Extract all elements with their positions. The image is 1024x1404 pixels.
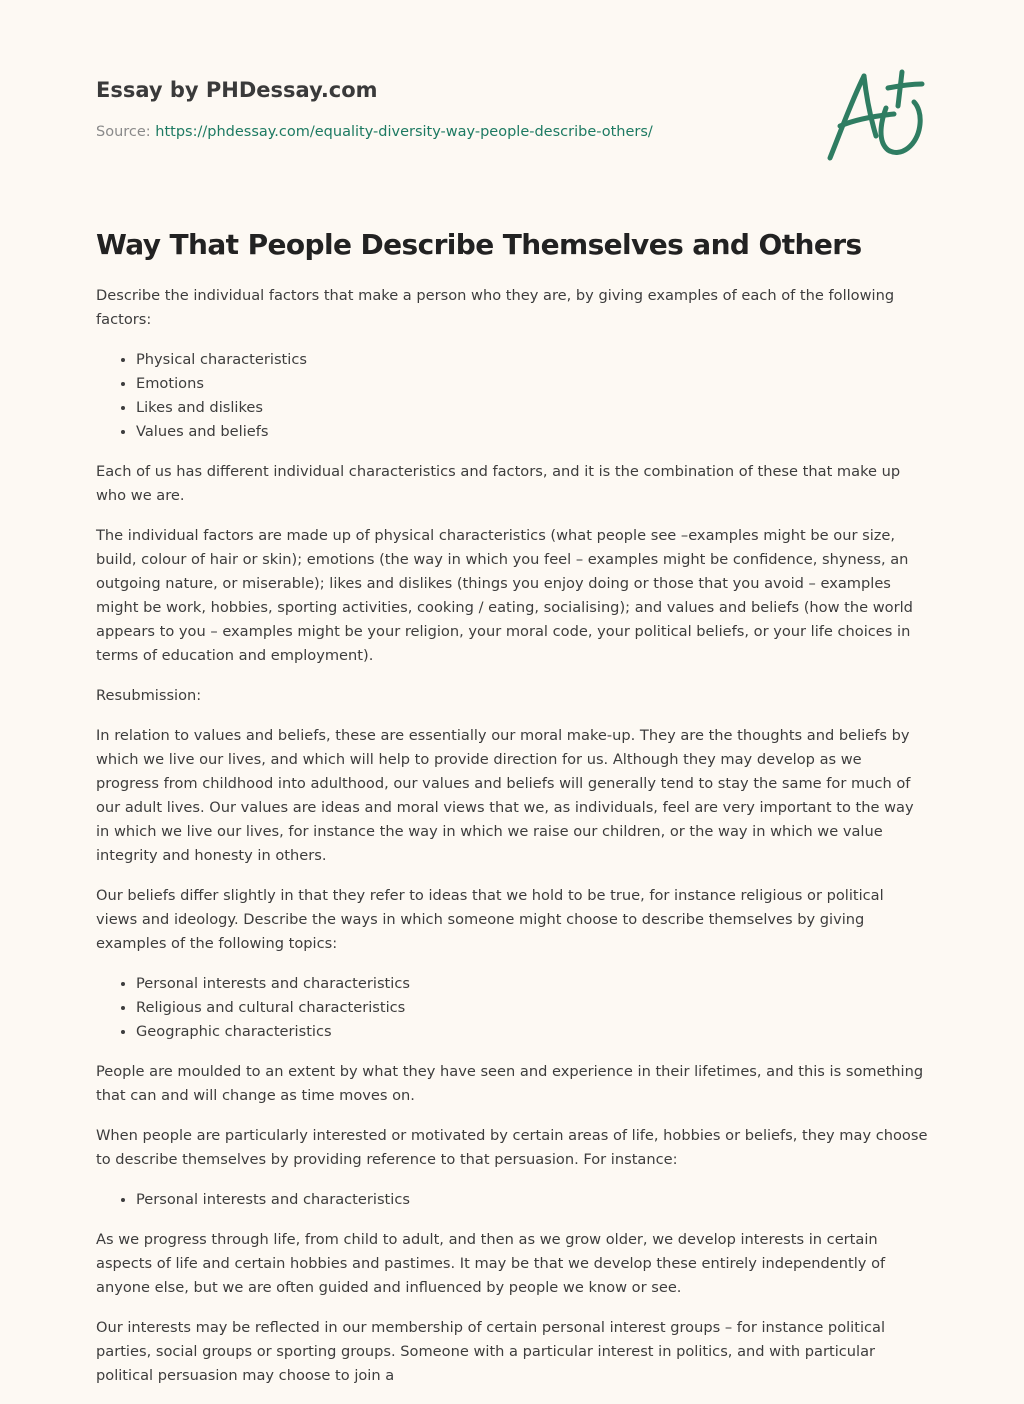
paragraph: As we progress through life, from child to adult, and then as we grow older, we develop interests in certain aspects of life and certain hobbies and pastimes. It may be that we develop these entirely independently of anyone else, but we are often guided and influenced by people we know or see.: [96, 1231, 886, 1296]
list-item: • Values and beliefs: [136, 420, 928, 444]
list-item: • Physical characteristics: [136, 348, 928, 372]
source-line: [96, 122, 796, 142]
list-item: • Religious and cultural characteristics: [136, 996, 928, 1020]
list-item: • Personal interests and characteristics: [136, 1188, 928, 1212]
topic-list: [96, 972, 928, 1044]
paragraph: Each of us has different individual characteristics and factors, and it is the combination of these that make up who we are.: [96, 463, 901, 504]
paragraph: When people are particularly interested or motivated by certain areas of life, hobbies or beliefs, they may choose to describe themselves by providing reference to that persuasion. For instance:: [96, 1127, 928, 1168]
paragraph: Describe the individual factors that make a person who they are, by giving examples of each of the following factors:: [96, 287, 895, 328]
brand-title: Essay by PHDessay.com: [96, 78, 378, 102]
paragraph: In relation to values and beliefs, these are essentially our moral make-up. They are the thoughts and beliefs by which we live our lives, and which will help to provide direction for us. Although they may develop as we progress from childhood into adulthood, our values and beliefs will generally tend to stay the same for much of our adult lives. Our values are ideas and moral views that we, as individuals, feel are very important to the way in which we live our lives, for instance the way in which we raise our children, or the way in which we value integrity and honesty in others.: [96, 727, 914, 864]
paragraph: People are moulded to an extent by what they have seen and experience in their lifetimes, and this is something that can and will change as time moves on.: [96, 1063, 924, 1104]
interest-list: [96, 1188, 928, 1212]
paragraph: Resubmission:: [96, 687, 202, 704]
a-plus-grade-logo-icon: [818, 66, 930, 166]
list-item: • Geographic characteristics: [136, 1020, 928, 1044]
list-item: • Likes and dislikes: [136, 396, 928, 420]
source-link[interactable]: https://phdessay.com/equality-diversity-way-people-describe-others/: [155, 124, 653, 140]
factor-list: [96, 348, 928, 444]
paragraph: The individual factors are made up of physical characteristics (what people see –examples might be our size, build, colour of hair or skin); emotions (the way in which you feel – examples might be confidence, shyness, an outgoing nature, or miserable); likes and dislikes (things you enjoy doing or those that you avoid – examples might be work, hobbies, sporting activities, cooking / eating, socialising); and values and beliefs (how the world appears to you – examples might be your religion, your moral code, your political beliefs, or your life choices in terms of education and employment).: [96, 527, 913, 664]
list-item: • Emotions: [136, 372, 928, 396]
list-item: • Personal interests and characteristics: [136, 972, 928, 996]
paragraph: Our interests may be reflected in our membership of certain personal interest groups – for instance political parties, social groups or sporting groups. Someone with a particular interest in politics, and with particular political persuasion may choose to join a: [96, 1319, 886, 1384]
source-label: Source:: [96, 124, 156, 140]
paragraph: Our beliefs differ slightly in that they refer to ideas that we hold to be true, for instance religious or political views and ideology. Describe the ways in which someone might choose to describe themselves by giving examples of the following topics:: [96, 887, 884, 952]
article-title: Way That People Describe Themselves and Others: [96, 228, 862, 261]
page-header: [96, 76, 796, 142]
article: [96, 226, 928, 1404]
